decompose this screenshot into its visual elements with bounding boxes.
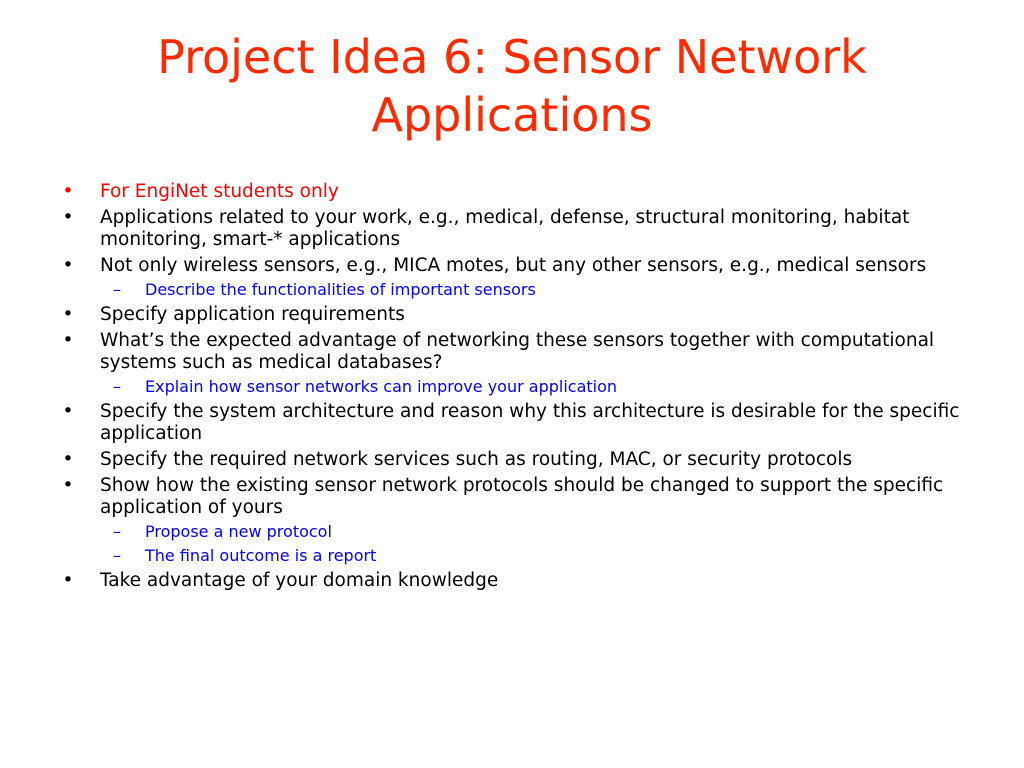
sub-bullet-list [100, 377, 970, 397]
bullet-marker: • [62, 255, 74, 276]
bullet-marker: • [62, 207, 74, 228]
bullet-marker: • [62, 475, 74, 496]
sub-bullet-item [100, 377, 970, 397]
sub-bullet-marker: – [113, 522, 121, 541]
bullet-marker: • [62, 181, 74, 202]
sub-bullet-marker: – [113, 280, 121, 299]
bullet-text: Specify the required network services such as routing, MAC, or security protocols [100, 449, 853, 470]
bullet-text: Applications related to your work, e.g., medical, defense, structural monitoring, habitat monitoring, smart-* applications [100, 207, 910, 250]
bullet-text: For EngiNet students only [100, 181, 339, 202]
bullet-marker: • [62, 304, 74, 325]
bullet-item [58, 449, 970, 471]
sub-bullet-item [100, 522, 970, 542]
bullet-item [58, 207, 970, 251]
bullet-text: Take advantage of your domain knowledge [100, 570, 499, 591]
sub-bullet-text: Propose a new protocol [145, 522, 332, 541]
bullet-marker: • [62, 449, 74, 470]
bullet-list [58, 181, 970, 596]
bullet-text: Specify the system architecture and reason why this architecture is desirable for the specific application [100, 401, 960, 444]
bullet-text: What’s the expected advantage of networking these sensors together with computational systems such as medical databases? [100, 330, 935, 373]
sub-bullet-item [100, 546, 970, 566]
bullet-item [58, 255, 970, 300]
sub-bullet-text: Explain how sensor networks can improve your application [145, 377, 618, 396]
sub-bullet-marker: – [113, 546, 121, 565]
bullet-item [58, 181, 970, 203]
bullet-text: Show how the existing sensor network protocols should be changed to support the specific application of yours [100, 475, 944, 518]
bullet-marker: • [62, 570, 74, 591]
bullet-item [58, 304, 970, 326]
bullet-marker: • [62, 330, 74, 351]
sub-bullet-list [100, 522, 970, 566]
slide-title: Project Idea 6: Sensor Network Applications [157, 30, 867, 142]
bullet-item [58, 570, 970, 592]
sub-bullet-text: The final outcome is a report [145, 546, 377, 565]
sub-bullet-text: Describe the functionalities of important sensors [145, 280, 536, 299]
bullet-item [58, 401, 970, 445]
sub-bullet-marker: – [113, 377, 121, 396]
bullet-text: Not only wireless sensors, e.g., MICA motes, but any other sensors, e.g., medical sensors [100, 255, 927, 276]
bullet-item [58, 475, 970, 566]
bullet-item [58, 330, 970, 397]
bullet-marker: • [62, 401, 74, 422]
bullet-text: Specify application requirements [100, 304, 405, 325]
sub-bullet-item [100, 280, 970, 300]
sub-bullet-list [100, 280, 970, 300]
